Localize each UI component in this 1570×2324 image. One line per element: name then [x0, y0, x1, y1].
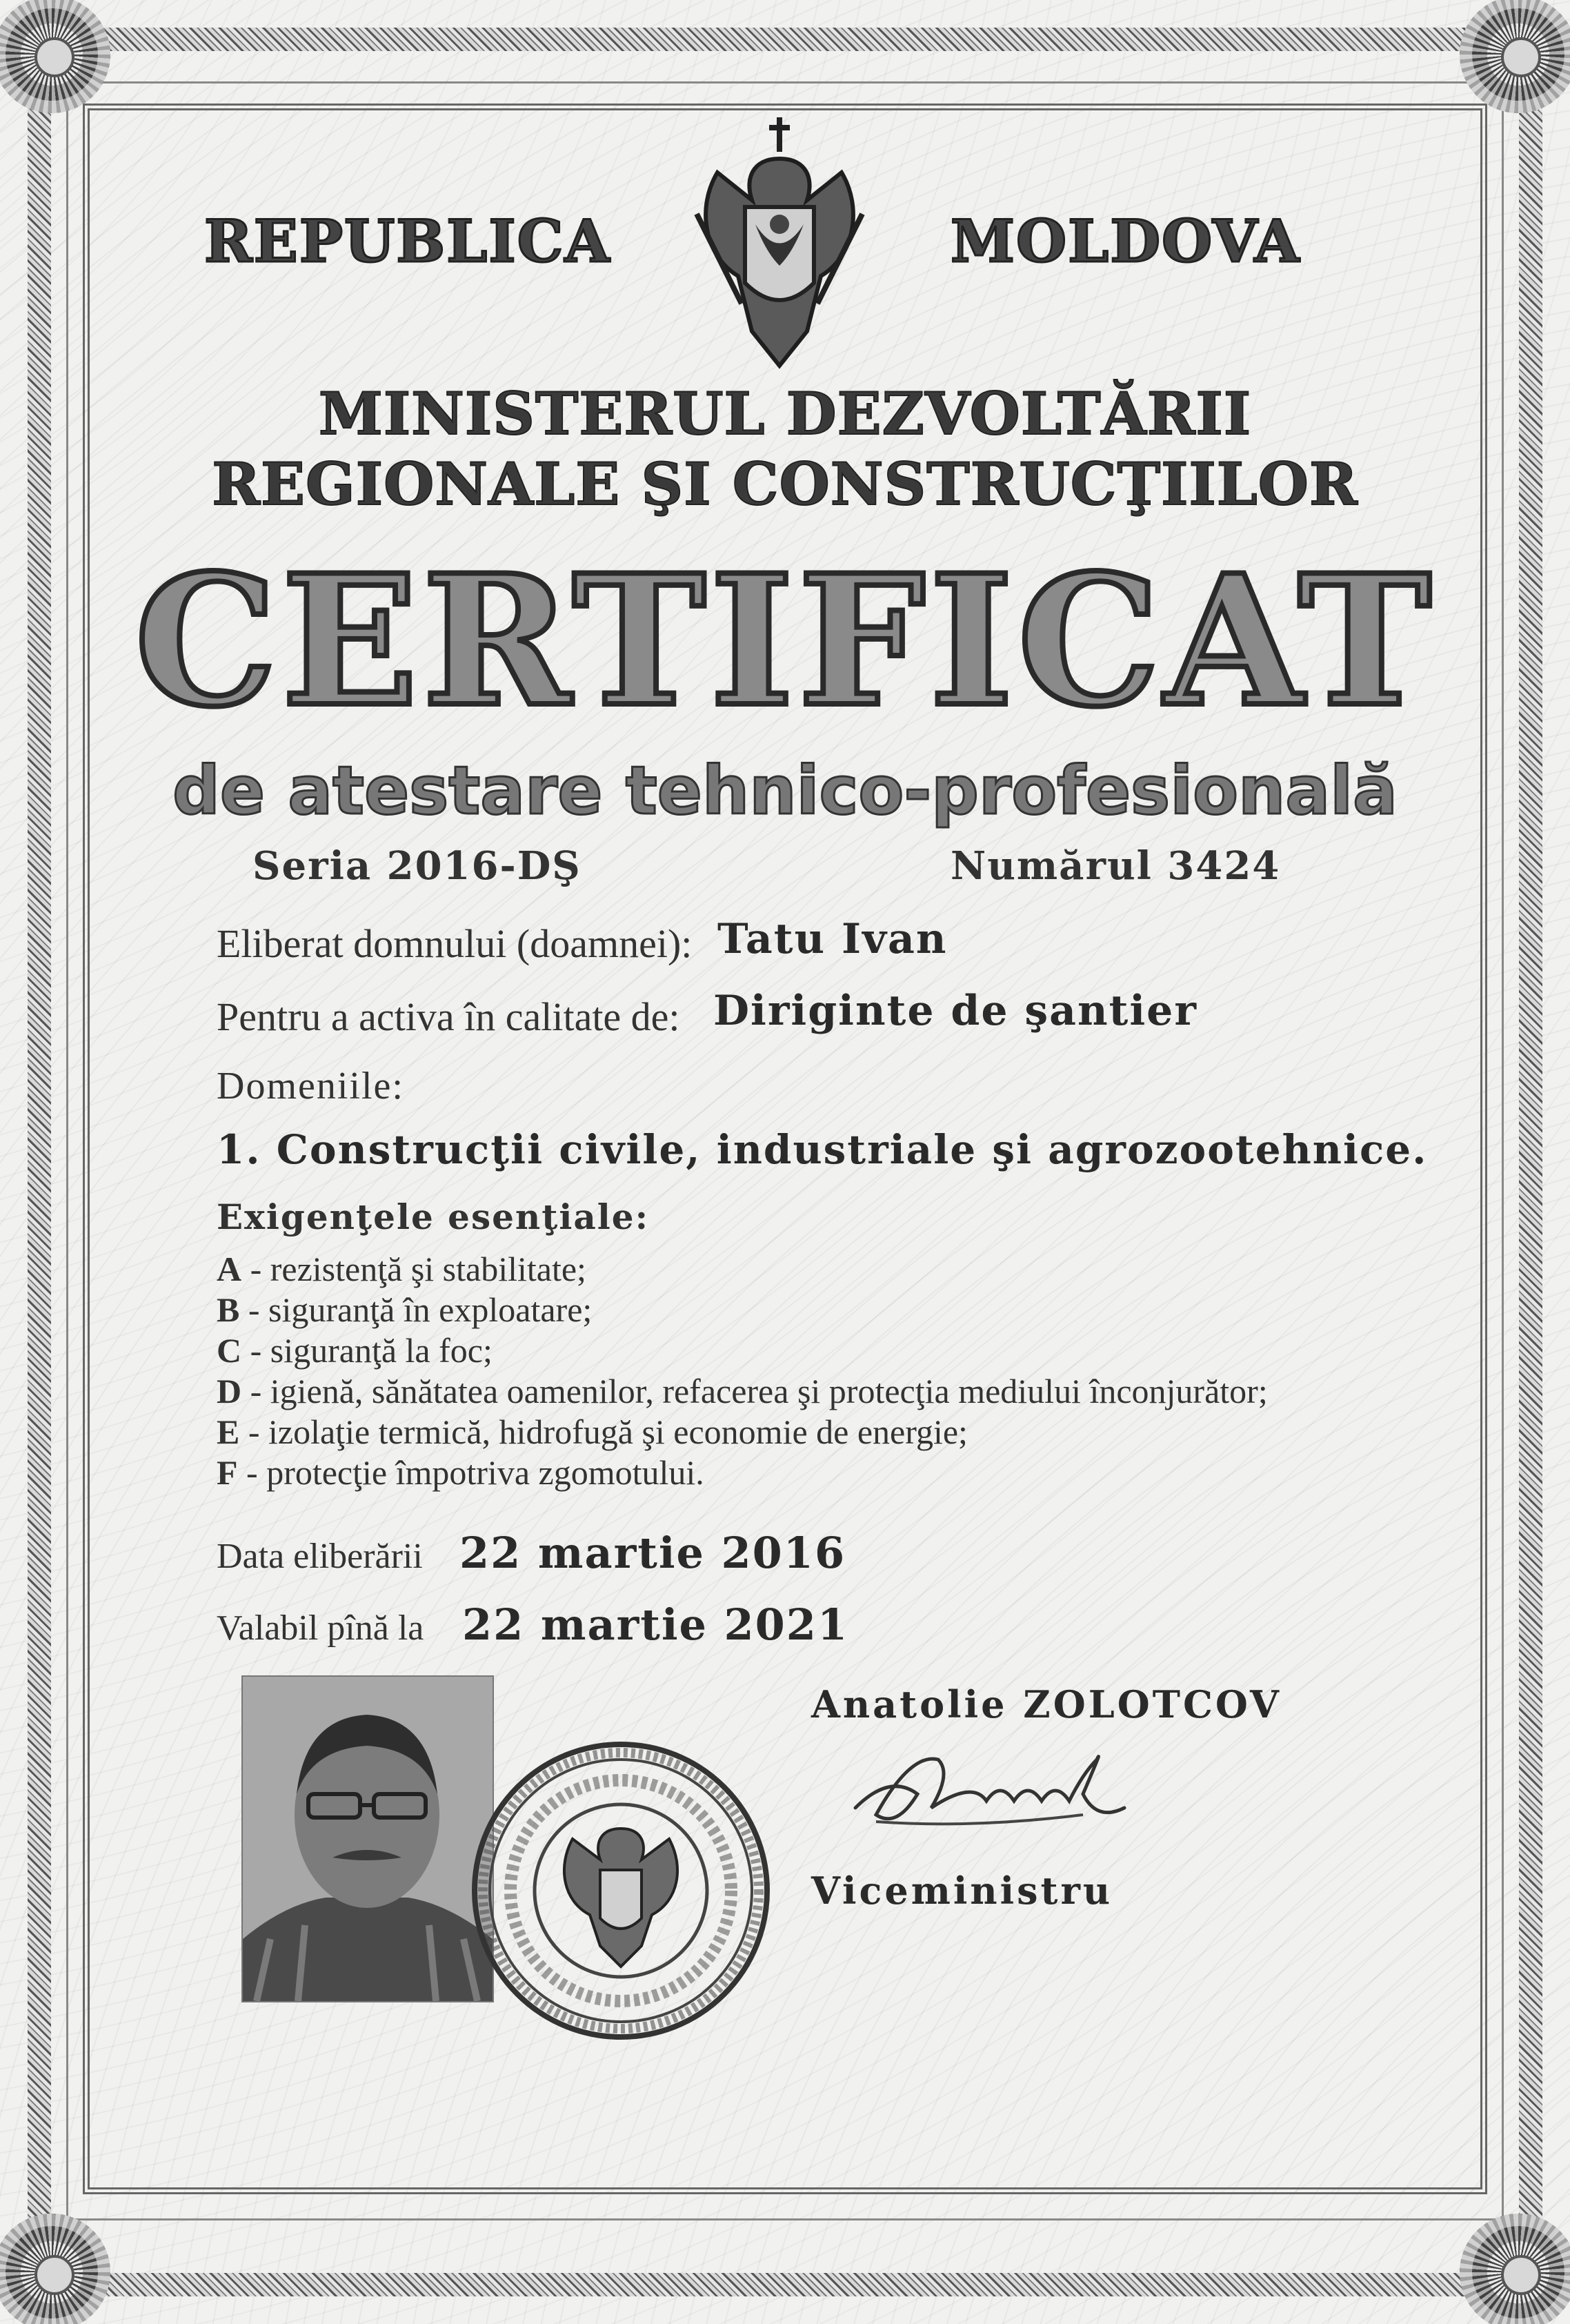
country-name-left: REPUBLICA: [204, 207, 611, 275]
issued-to-value: Tatu Ivan: [717, 915, 948, 963]
country-name-right: MOLDOVA: [951, 207, 1301, 275]
issued-to-label: Eliberat domnului (doamnei):: [217, 921, 693, 966]
signatory-position: Viceministru: [811, 1869, 1113, 1913]
requirement-item: C - siguranţă la foc;: [217, 1331, 493, 1370]
requirements-title: Exigenţele esenţiale:: [217, 1197, 650, 1237]
role-label: Pentru a activa în calitate de:: [217, 994, 680, 1039]
requirement-item: D - igienă, sănătatea oamenilor, refacerea şi protecţia mediului înconjurător;: [217, 1372, 1268, 1410]
ministry-name-line1: MINISTERUL DEZVOLTĂRII: [318, 380, 1252, 448]
valid-until-value: 22 martie 2021: [462, 1599, 849, 1650]
requirement-item: A - rezistenţă şi stabilitate;: [217, 1250, 586, 1288]
requirements-list: [217, 1249, 1268, 1493]
requirement-item: B - siguranţă în exploatare;: [217, 1290, 593, 1329]
valid-until-label: Valabil pînă la: [217, 1608, 424, 1648]
domain-item: 1. Construcţii civile, industriale şi agrozootehnice.: [217, 1126, 1428, 1173]
certificate-subtitle: de atestare tehnico-profesională: [172, 752, 1398, 829]
certificate-series: Seria 2016-DŞ: [252, 843, 582, 889]
signatory-name: Anatolie ZOLOTCOV: [811, 1682, 1282, 1726]
official-stamp-icon: [469, 1739, 773, 2042]
holder-photo: [241, 1675, 494, 2002]
signature-icon: [835, 1732, 1138, 1849]
certificate-title: CERTIFICAT: [135, 536, 1435, 747]
corner-rosette-icon: [1460, 2214, 1570, 2324]
requirement-item: E - izolaţie termică, hidrofugă şi economie de energie;: [217, 1412, 968, 1451]
role-value: Diriginte de şantier: [713, 987, 1198, 1035]
coat-of-arms-icon: [676, 104, 883, 380]
issue-date-label: Data eliberării: [217, 1537, 423, 1576]
requirement-item: F - protecţie împotriva zgomotului.: [217, 1453, 704, 1492]
certificate-number: Numărul 3424: [951, 843, 1281, 889]
ministry-name-line2: REGIONALE ŞI CONSTRUCŢIILOR: [212, 450, 1358, 518]
issue-date-value: 22 martie 2016: [459, 1528, 846, 1578]
holder-portrait-icon: [243, 1677, 493, 2001]
domains-label: Domeniile:: [217, 1065, 404, 1107]
